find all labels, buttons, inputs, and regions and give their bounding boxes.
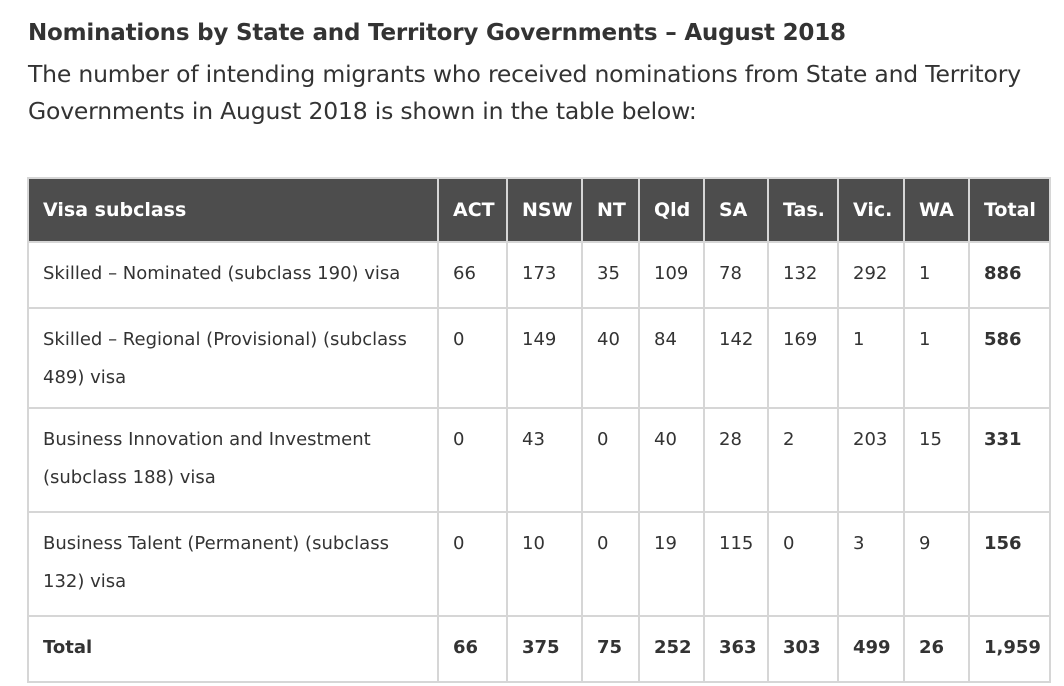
header-act: ACT (438, 178, 507, 242)
cell-vic: 1 (838, 308, 904, 408)
cell-sa: 142 (704, 308, 768, 408)
cell-wa: 15 (904, 408, 969, 512)
cell-vic: 3 (838, 512, 904, 616)
cell-nsw: 149 (507, 308, 582, 408)
header-nsw: NSW (507, 178, 582, 242)
cell-vic: 292 (838, 242, 904, 308)
total-act: 66 (438, 616, 507, 682)
cell-qld: 19 (639, 512, 704, 616)
cell-total: 156 (969, 512, 1050, 616)
table-header-row (28, 178, 1050, 242)
table-row (28, 512, 1050, 616)
row-label: Skilled – Regional (Provisional) (subclass 489) visa (28, 308, 438, 408)
cell-tas: 2 (768, 408, 838, 512)
total-sa: 363 (704, 616, 768, 682)
header-sa: SA (704, 178, 768, 242)
nominations-table (27, 177, 1051, 683)
row-label: Skilled – Nominated (subclass 190) visa (28, 242, 438, 308)
cell-total: 331 (969, 408, 1050, 512)
cell-qld: 109 (639, 242, 704, 308)
cell-qld: 40 (639, 408, 704, 512)
cell-total: 886 (969, 242, 1050, 308)
header-total: Total (969, 178, 1050, 242)
header-visa-subclass: Visa subclass (28, 178, 438, 242)
table-row (28, 308, 1050, 408)
cell-act: 0 (438, 308, 507, 408)
cell-nt: 35 (582, 242, 639, 308)
total-nsw: 375 (507, 616, 582, 682)
total-wa: 26 (904, 616, 969, 682)
total-qld: 252 (639, 616, 704, 682)
total-vic: 499 (838, 616, 904, 682)
row-label: Business Talent (Permanent) (subclass 132) visa (28, 512, 438, 616)
cell-wa: 1 (904, 242, 969, 308)
intro-paragraph: The number of intending migrants who received nominations from State and Territory Governments in August 2018 is shown in the table below: (28, 60, 1021, 125)
cell-nsw: 10 (507, 512, 582, 616)
total-label: Total (28, 616, 438, 682)
cell-tas: 132 (768, 242, 838, 308)
cell-act: 0 (438, 408, 507, 512)
cell-act: 66 (438, 242, 507, 308)
total-grand: 1,959 (969, 616, 1050, 682)
cell-sa: 115 (704, 512, 768, 616)
header-tas: Tas. (768, 178, 838, 242)
total-nt: 75 (582, 616, 639, 682)
cell-wa: 1 (904, 308, 969, 408)
table-row (28, 408, 1050, 512)
cell-sa: 78 (704, 242, 768, 308)
cell-nt: 0 (582, 408, 639, 512)
cell-nsw: 173 (507, 242, 582, 308)
cell-act: 0 (438, 512, 507, 616)
row-label: Business Innovation and Investment (subclass 188) visa (28, 408, 438, 512)
cell-vic: 203 (838, 408, 904, 512)
header-nt: NT (582, 178, 639, 242)
cell-sa: 28 (704, 408, 768, 512)
cell-wa: 9 (904, 512, 969, 616)
header-qld: Qld (639, 178, 704, 242)
cell-tas: 0 (768, 512, 838, 616)
cell-tas: 169 (768, 308, 838, 408)
total-tas: 303 (768, 616, 838, 682)
header-vic: Vic. (838, 178, 904, 242)
header-wa: WA (904, 178, 969, 242)
cell-nsw: 43 (507, 408, 582, 512)
table-row (28, 242, 1050, 308)
cell-nt: 0 (582, 512, 639, 616)
cell-qld: 84 (639, 308, 704, 408)
cell-nt: 40 (582, 308, 639, 408)
table-total-row (28, 616, 1050, 682)
cell-total: 586 (969, 308, 1050, 408)
page-heading: Nominations by State and Territory Governments – August 2018 (28, 20, 846, 46)
